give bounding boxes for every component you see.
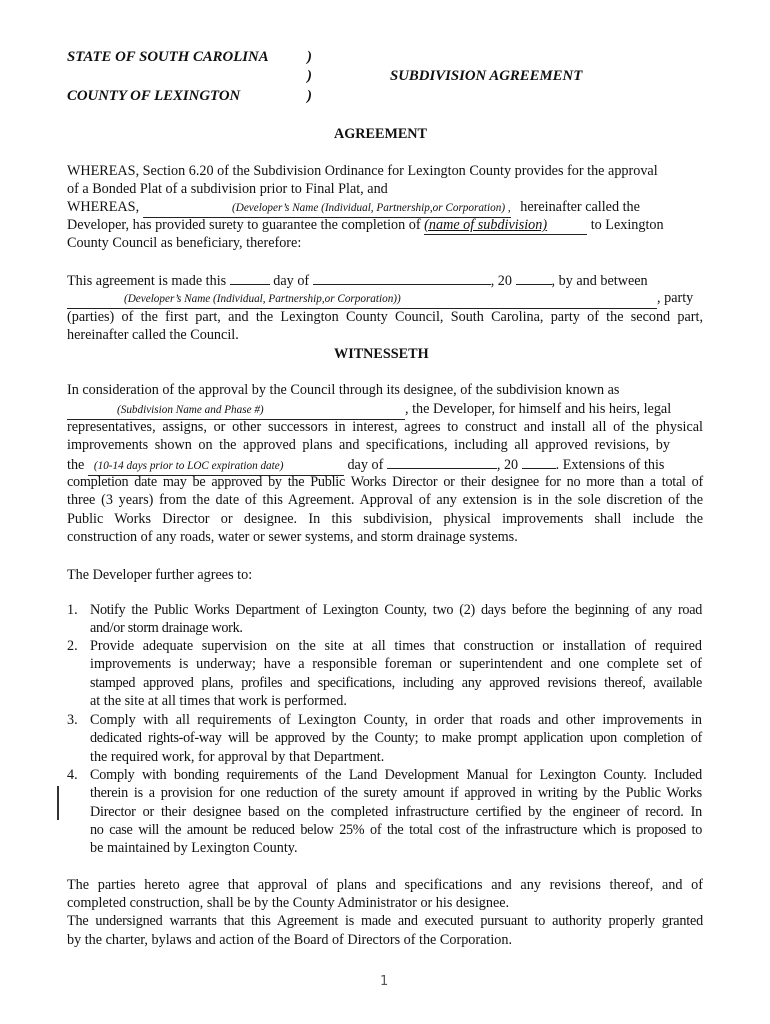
whereas-text: hereinafter called the — [520, 199, 640, 215]
whereas-text: Developer, has provided surety to guarantee the completion of — [67, 217, 421, 233]
agreement-heading: AGREEMENT — [334, 126, 428, 142]
witnesseth-line: Public Works Director or designee. In this subdivision, physical improvements shall include the — [67, 511, 703, 527]
agreement-text: , 20 — [490, 273, 512, 289]
list-item-line: no case will the amount be reduced below 25% of the total cost of the infrastructure which is proposed to — [90, 821, 702, 838]
witnesseth-line: three (3 years) from the date of this Agreement. Approval of any extension is in the sole discretion of the — [67, 492, 703, 508]
list-item-line: Director or their designee based on the completed infrastructure certified by the engineer of record. In — [90, 803, 702, 820]
caption-paren: ) — [307, 88, 312, 104]
list-item — [90, 766, 702, 857]
subdivision-name-field[interactable] — [424, 216, 587, 235]
list-item-line: Notify the Public Works Department of Lexington County, two (2) days before the beginning of any road — [90, 602, 702, 618]
day-field[interactable] — [230, 271, 270, 285]
agreement-line: hereinafter called the Council. — [67, 327, 239, 343]
whereas-line: County Council as beneficiary, therefore: — [67, 235, 302, 251]
witnesseth-line: representatives, assigns, or other successors in interest, agrees to construct and install all of the physical — [67, 419, 703, 435]
agreement-line: (parties) of the first part, and the Lexington County Council, South Carolina, party of the second part, — [67, 309, 703, 325]
revision-bar — [57, 786, 59, 820]
list-item-line: Comply with bonding requirements of the Land Development Manual for Lexington County. Included — [90, 767, 702, 783]
list-item-line: therein is a provision for one reduction of the surety amount if approved in writing by the Public Works — [90, 785, 702, 802]
witnesseth-text: . Extensions of this — [555, 457, 665, 473]
closing-line: The undersigned warrants that this Agreement is made and executed pursuant to authority properly granted — [67, 913, 703, 929]
witnesseth-line: completion date may be approved by the Public Works Director or their designee for no more than a total of — [67, 474, 703, 490]
list-item — [90, 637, 702, 710]
agreement-text: , party — [657, 290, 694, 306]
list-number: 4. — [67, 767, 78, 783]
list-item-line: at the site at all times that work is performed. — [90, 692, 347, 709]
agreement-text: This agreement is made this — [67, 273, 227, 289]
witnesseth-text: , 20 — [496, 457, 519, 473]
completion-year-field[interactable] — [522, 455, 556, 469]
witnesseth-line: In consideration of the approval by the Council through its designee, of the subdivision known as — [67, 382, 620, 398]
page-number: 1 — [380, 974, 389, 989]
whereas-line: WHEREAS, Section 6.20 of the Subdivision Ordinance for Lexington County provides for the approval — [67, 163, 658, 179]
whereas-surety-line — [67, 216, 664, 235]
completion-month-field[interactable] — [387, 455, 497, 469]
witnesseth-heading: WITNESSETH — [334, 346, 429, 362]
further-intro: The Developer further agrees to: — [67, 567, 253, 583]
witnesseth-line: improvements shown on the approved plans and specifications, including all approved revisions, by — [67, 437, 670, 453]
witnesseth-text: , the Developer, for himself and his heirs, legal — [405, 401, 672, 417]
month-field[interactable] — [313, 271, 491, 285]
witnesseth-text: the — [67, 457, 85, 473]
subdivision-name-hint: (name of subdivision) — [424, 217, 548, 233]
list-item-line: improvements is underway; have a responsible foreman or superintendent and one complete set of — [90, 656, 702, 673]
whereas-line: of a Bonded Plat of a subdivision prior to Final Plat, and — [67, 181, 388, 197]
list-item — [90, 601, 702, 638]
witnesseth-line: construction of any roads, water or sewer systems, and storm drainage systems. — [67, 529, 518, 545]
list-item-line: Comply with all requirements of Lexington County, in order that roads and other improvements in — [90, 712, 702, 728]
list-number: 3. — [67, 712, 78, 728]
whereas-label: WHEREAS, — [67, 199, 140, 215]
party-name-hint: (Developer’s Name (Individual, Partnership,or Corporation)) — [124, 293, 401, 305]
list-number: 2. — [67, 638, 78, 654]
list-item-line: and/or storm drainage work. — [90, 620, 243, 637]
state-caption: STATE OF SOUTH CAROLINA — [67, 49, 269, 65]
agreement-text: day of — [273, 273, 310, 289]
closing-line: completed construction, shall be by the County Administrator or his designee. — [67, 895, 510, 911]
year-field[interactable] — [516, 271, 552, 285]
caption-paren: ) — [307, 49, 312, 65]
witnesseth-text: day of — [347, 457, 384, 473]
subdivision-phase-hint: (Subdivision Name and Phase #) — [117, 404, 264, 416]
list-item-line: Provide adequate supervision on the site at all times that construction or installation of required — [90, 638, 702, 654]
developer-name-hint: (Developer’s Name (Individual, Partnership,or Corporation) , — [232, 202, 511, 214]
list-item — [90, 711, 702, 766]
county-caption: COUNTY OF LEXINGTON — [67, 88, 241, 104]
list-item-line: dedicated rights-of-way will be approved by the County; to make prompt application upon completion of — [90, 730, 702, 747]
list-item-line: be maintained by Lexington County. — [90, 840, 298, 857]
document-title: SUBDIVISION AGREEMENT — [390, 68, 583, 84]
whereas-text: to Lexington — [590, 217, 664, 233]
list-item-line: stamped approved plans, profiles and specifications, including any approved revisions thereof, available — [90, 674, 702, 691]
agreement-text: , by and between — [551, 273, 648, 289]
closing-line: by the charter, bylaws and action of the Board of Directors of the Corporation. — [67, 932, 513, 948]
party-line — [67, 289, 693, 309]
list-number: 1. — [67, 602, 78, 618]
completion-day-hint: (10-14 days prior to LOC expiration date) — [93, 460, 284, 472]
agreement-date-line — [67, 271, 648, 290]
party-name-field[interactable] — [67, 289, 657, 309]
closing-line: The parties hereto agree that approval of plans and specifications and any revisions thereof, and of — [67, 877, 703, 893]
caption-paren: ) — [307, 68, 312, 84]
list-item-line: the required work, for approval by that Department. — [90, 748, 385, 765]
